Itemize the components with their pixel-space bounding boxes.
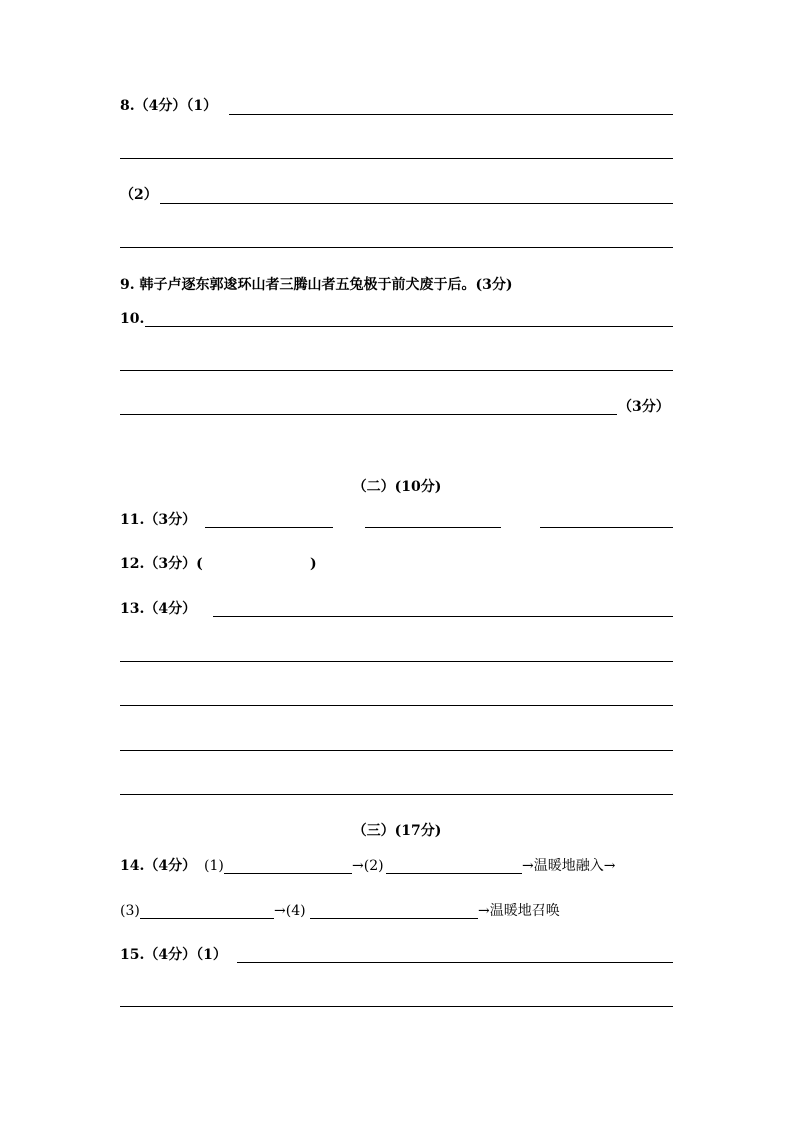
q13-answer-line-5[interactable] xyxy=(120,794,673,795)
q12-label: 12.（3分）( xyxy=(120,556,203,572)
q10-label: 10. xyxy=(120,311,145,327)
q11-label: 11.（3分） xyxy=(120,512,197,528)
q9-text: 9. 韩子卢逐东郭逡环山者三腾山者五兔极于前犬废于后。(3分) xyxy=(120,277,513,293)
q14-label: 14.（4分） xyxy=(120,858,197,874)
q12-answer-box[interactable] xyxy=(214,553,310,573)
q13-label: 13.（4分） xyxy=(120,601,197,617)
q8-part2-label: （2） xyxy=(120,187,158,203)
section-2-title: （二）(10分) xyxy=(352,479,442,495)
q14-blank-1[interactable] xyxy=(224,873,352,874)
q14-blank-3-label: (3) xyxy=(120,903,140,919)
q10-answer-line-3[interactable] xyxy=(120,414,617,415)
q8-answer-line-1[interactable] xyxy=(229,114,673,115)
q8-part2-answer-line-2[interactable] xyxy=(120,247,673,248)
q15-label: 15.（4分）（1） xyxy=(120,947,227,963)
q8-part2-answer-line-1[interactable] xyxy=(160,203,673,204)
q13-answer-line-1[interactable] xyxy=(213,616,673,617)
q13-answer-line-2[interactable] xyxy=(120,661,673,662)
q8-answer-line-2[interactable] xyxy=(120,158,673,159)
q14-blank-2[interactable] xyxy=(386,873,522,874)
section-3-title: （三）(17分) xyxy=(352,823,442,839)
q14-blank-4[interactable] xyxy=(310,918,478,919)
q13-answer-line-3[interactable] xyxy=(120,705,673,706)
q14-blank-4-label: →(4) xyxy=(274,903,306,919)
q11-blank-3[interactable] xyxy=(540,527,673,528)
q10-answer-line-1[interactable] xyxy=(145,326,673,327)
q12-close-paren: ) xyxy=(310,556,317,572)
q11-blank-2[interactable] xyxy=(365,527,501,528)
q14-blank-1-label: (1) xyxy=(204,858,224,874)
q14-blank-3[interactable] xyxy=(140,918,274,919)
q14-after-2: →温暖地融入→ xyxy=(522,858,616,874)
q13-answer-line-4[interactable] xyxy=(120,750,673,751)
q10-answer-line-2[interactable] xyxy=(120,370,673,371)
q11-blank-1[interactable] xyxy=(205,527,333,528)
q14-blank-2-label: →(2) xyxy=(352,858,384,874)
q15-answer-line-2[interactable] xyxy=(120,1006,673,1007)
q15-answer-line-1[interactable] xyxy=(237,962,673,963)
q14-after-4: →温暖地召唤 xyxy=(478,903,560,919)
q8-label: 8.（4分）（1） xyxy=(120,98,218,114)
q10-score: （3分） xyxy=(618,399,670,415)
